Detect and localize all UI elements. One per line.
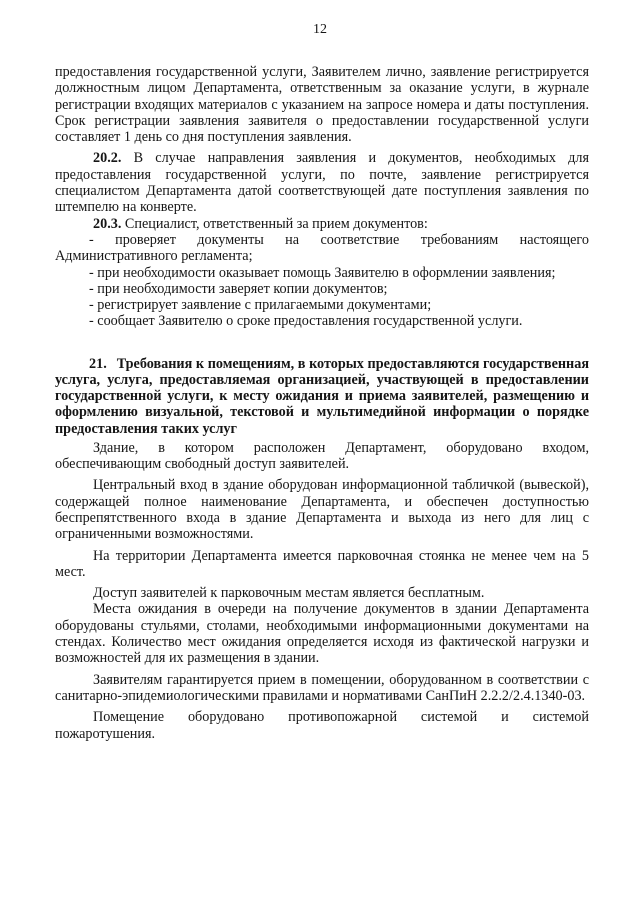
list-item: - при необходимости оказывает помощь Заявителю в оформлении заявления; [89, 264, 556, 281]
section-21-paragraph: Центральный вход в здание оборудован информационной табличкой (вывеской), содержащей полное наименование Департамента, и обеспечен доступностью беспрепятственного входа в здание Департамента и выхода из него для лиц с ограниченными возможностями. [55, 477, 589, 543]
section-21-paragraph: На территории Департамента имеется парковочная стоянка не менее чем на 5 мест. [55, 547, 589, 580]
section-21-title: Требования к помещениям, в которых предоставляются государственная услуга, услуга, предоставляемая организацией, участвующей в предоставлении государственной услуги, к месту ожидания и приема заявителей, размещению и оформлению визуальной, текстовой и мультимедийной информации о порядке предоставления таких услуг [55, 355, 589, 437]
section-21-paragraph: Помещение оборудовано противопожарной системой и системой пожаротушения. [55, 709, 589, 742]
clause-text-20-3: Специалист, ответственный за прием документов: [121, 215, 428, 232]
clause-text-20-2: В случае направления заявления и документов, необходимых для предоставления государственной услуги, по почте, заявление регистрируется специалистом Департамента датой соответствующей дате поступления заявления по штемпелю на конверте. [55, 150, 589, 216]
list-item: - регистрирует заявление с прилагаемыми документами; [89, 297, 432, 314]
section-21-paragraph: Доступ заявителей к парковочным местам является бесплатным. [93, 585, 485, 602]
paragraph-20-2 [55, 150, 589, 215]
section-21-paragraph: Заявителям гарантируется прием в помещении, оборудованном в соответствии с санитарно-эпидемиологическими правилами и нормативами СанПиН 2.2.2/2.4.1340-03. [55, 671, 589, 704]
document-body [55, 64, 589, 742]
paragraph-20-3 [55, 216, 589, 232]
section-21-heading [55, 356, 589, 437]
clause-number-20-3: 20.3. [93, 215, 122, 232]
list-item: - проверяет документы на соответствие требованиям настоящего Административного регламента; [55, 231, 589, 265]
paragraph-registration: предоставления государственной услуги, Заявителем лично, заявление регистрируется должностным лицом Департамента, ответственным за оказание услуги, в журнале регистрации входящих материалов с указанием на запросе номера и даты поступления. Срок регистрации заявления заявителя о предоставлении государственной услуги составляет 1 день со дня поступления заявления. [55, 64, 589, 146]
list-item: - при необходимости заверяет копии документов; [89, 280, 388, 297]
list-item: - сообщает Заявителю о сроке предоставления государственной услуги. [89, 313, 523, 330]
section-21-paragraph: Здание, в котором расположен Департамент, оборудовано входом, обеспечивающим свободный доступ заявителей. [55, 439, 589, 473]
section-21-number: 21. [89, 355, 107, 372]
clause-number-20-2: 20.2. [93, 150, 122, 167]
page-number: 12 [313, 22, 327, 37]
section-21-paragraph: Места ожидания в очереди на получение документов в здании Департамента оборудованы стульями, столами, необходимыми информационными документами на стендах. Количество мест ожидания определяется исходя из фактической нагрузки и возможностей для их размещения в здании. [55, 601, 589, 667]
